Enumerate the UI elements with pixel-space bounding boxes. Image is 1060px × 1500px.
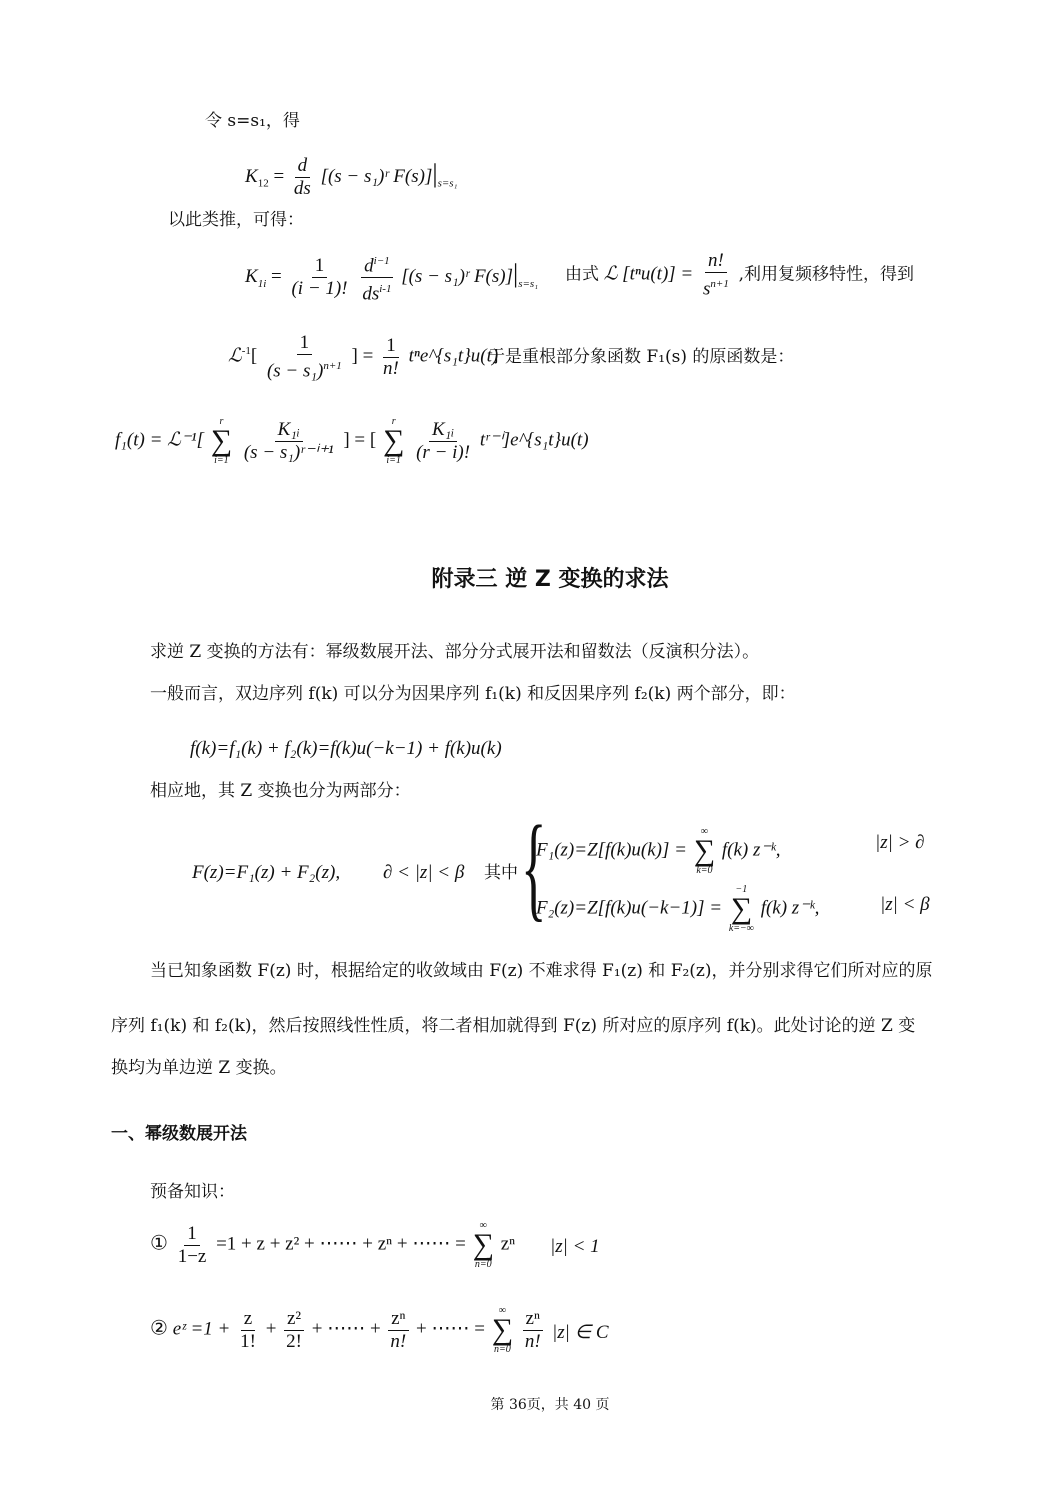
- item2-frac-4: $\frac{\text{zⁿ}}{n!}$: [522, 1308, 544, 1353]
- k12-eval-point: s=s₁: [437, 177, 458, 190]
- laplace-tn-lhs: ℒ [tⁿu(t)] =: [603, 263, 694, 285]
- piecewise-brace: {: [521, 801, 547, 932]
- text-by-analogy: 以此类推，可得：: [168, 210, 304, 230]
- laplace-tn-num: n!: [705, 250, 727, 273]
- laplace-tn-den: $s^{n+1}$: [703, 278, 729, 300]
- formula-fk-split: f(k)=f₁(k) + f₂(k)=f(k)u(−k−1) + f(k)u(k): [190, 738, 502, 759]
- paragraph-correspondingly: 相应地，其 Z 变换也分为两部分：: [150, 781, 411, 801]
- f1-tail: tʳ⁻ⁱ]e^{s₁t}u(t): [479, 429, 589, 451]
- paragraph-known-Fz-line1: 当已知象函数 F(z) 时，根据给定的收敛域由 F(z) 不难求得 F₁(z) 和 F₂(z)，并分别求得它们所对应的原: [150, 961, 933, 981]
- item1-condition: |z| < 1: [550, 1236, 600, 1257]
- item2-lhs: eᶻ =1 +: [172, 1318, 231, 1340]
- k1i-eval-point: s=s₁: [518, 277, 539, 290]
- formula-case2: [536, 884, 819, 934]
- case2-sum: −1 ∑ k=−∞: [728, 884, 754, 934]
- item1-sum: ∞ ∑ n=0: [472, 1220, 494, 1270]
- inv-rhs-den: n!: [383, 357, 399, 379]
- paragraph-bilateral: 一般而言，双边序列 f(k) 可以分为因果序列 f₁(k) 和反因果序列 f₂(k) 两个部分，即：: [150, 684, 796, 704]
- inv-laplace-frac: [264, 332, 345, 382]
- formula-laplace-tn: [565, 250, 914, 300]
- item2-mid: + ⋯⋯ +: [311, 1318, 381, 1340]
- case1-condition: |z| > ∂: [875, 832, 925, 853]
- case1-rhs: f(k) z⁻ᵏ,: [721, 839, 781, 861]
- item2-condition: |z| ∈ C: [552, 1322, 609, 1343]
- item1-frac: $\frac{1}{1-z}$: [177, 1222, 207, 1267]
- f1-sum-1: r ∑ i=1: [210, 416, 233, 466]
- k1i-symbol: K: [245, 266, 258, 288]
- text-original-function: 于是重根部分象函数 F₁(s) 的原函数是：: [488, 347, 795, 367]
- f1-lhs: f₁(t) = ℒ⁻¹[: [115, 429, 204, 451]
- k12-derivative-den: ds: [293, 178, 311, 199]
- inv-rhs-num: 1: [383, 335, 399, 358]
- laplace-tn-frac: [700, 250, 732, 300]
- f1-sum-2: r ∑ i=1: [382, 416, 405, 466]
- k12-bracket: [(s − s₁)ʳ F(s)]: [320, 165, 433, 187]
- case2-condition: |z| < β: [880, 894, 930, 915]
- case1-lhs: F₁(z)=Z[f(k)u(k)] =: [536, 839, 687, 861]
- f1-frac-2: $\frac{\text{K₁ᵢ}}{(r - i)!}$: [416, 418, 471, 463]
- page-footer: 第 36页，共 40 页: [490, 1397, 610, 1413]
- case2-rhs: f(k) z⁻ᵏ,: [760, 897, 820, 919]
- formula-Fz-roc: ∂ < |z| < β: [383, 862, 465, 883]
- inv-frac-den: $(s - s_1)^{n+1}$: [266, 360, 342, 382]
- paragraph-known-Fz-line2: 序列 f₁(k) 和 f₂(k)，然后按照线性性质，将二者相加就得到 F(z) 所对应的原序列 f(k)。此处讨论的逆 Z 变: [111, 1016, 916, 1036]
- item1-term: zⁿ: [500, 1233, 516, 1255]
- subsection-power-series: 一、幂级数展开法: [111, 1124, 247, 1144]
- formula-Fz-split: F(z)=F₁(z) + F₂(z),: [192, 862, 341, 883]
- item2-sum: ∞ ∑ n=0: [491, 1305, 514, 1355]
- inv-rhs-tail: tⁿe^{s₁t}u(t): [408, 345, 499, 367]
- text-where: 其中: [484, 863, 518, 883]
- text-freq-shift: ,利用复频移特性，得到: [738, 264, 914, 285]
- k1i-coefficient: [288, 255, 350, 300]
- formula-f1t: [115, 416, 589, 466]
- item2-tail: + ⋯⋯ =: [416, 1318, 485, 1340]
- k12-derivative-num: d: [295, 155, 311, 178]
- inv-laplace-sup: -1: [241, 345, 251, 358]
- k12-derivative: [291, 155, 314, 200]
- paragraph-methods: 求逆 Z 变换的方法有：幂级数展开法、部分分式展开法和留数法（反演积分法）。: [150, 642, 760, 662]
- text-prerequisite: 预备知识：: [150, 1182, 235, 1202]
- text-by-formula: 由式: [565, 264, 599, 285]
- formula-case1: [536, 826, 781, 876]
- f1-mid: ] = [: [343, 429, 377, 451]
- formula-exponential-series: ② eᶻ =1 + $\frac{z}{1!}$ + $\frac{\text{z²}}{2!}$ + ⋯⋯ + $\frac{\text{zⁿ}}{n!}$ + ⋯⋯ = ∞ ∑ n=0 $\frac{\text{zⁿ}}{n!}$: [150, 1305, 546, 1355]
- inv-rhs-frac: [380, 335, 402, 380]
- k1i-derivative: [359, 250, 394, 306]
- formula-k1i: $K_{1i}$ = $\frac{1}{(i - 1)!}$ $\frac{d^{i-1}}{ds^{i-1}}$ [(s − s₁)ʳ $F(s)]|_{s=s_1}$: [245, 250, 538, 306]
- item1-marker: ①: [150, 1230, 168, 1255]
- formula-k12: $K_{12}$ = $\frac{d}{ds}$ [(s − s₁)ʳ $F(s)]|_{s=s_1}$: [245, 155, 458, 199]
- f1-frac-1: $\frac{\text{K₁ᵢ}}{\text{(s − s₁)ʳ⁻ⁱ⁺¹}}$: [243, 418, 334, 463]
- inv-frac-num: 1: [297, 332, 313, 355]
- item2-marker: ②: [150, 1315, 168, 1340]
- item1-series: =1 + z + z² + ⋯⋯ + zⁿ + ⋯⋯ =: [216, 1233, 466, 1255]
- text-let-s-equals-s1: 令 s=s₁，得: [205, 111, 300, 131]
- k1i-coef-den: (i − 1)!: [291, 278, 348, 300]
- case1-sum: ∞ ∑ k=0: [693, 826, 716, 876]
- formula-inverse-laplace: ℒ$^{-1}$[ $\frac{1}{(s - s_1)^{n+1}}$ ] = $\frac{1}{n!}$ tⁿe^{s₁t}u(t): [228, 332, 499, 382]
- paragraph-known-Fz-line3: 换均为单边逆 Z 变换。: [111, 1058, 287, 1078]
- k1i-derivative-den: $ds^{i-1}$: [362, 283, 392, 305]
- case2-lhs: F₂(z)=Z[f(k)u(−k−1)] =: [536, 897, 723, 919]
- k12-symbol: K: [245, 165, 258, 187]
- k1i-bracket: [(s − s₁)ʳ F(s)]: [401, 266, 513, 288]
- item2-frac-3: $\frac{\text{zⁿ}}{n!}$: [387, 1308, 409, 1353]
- section-title: 附录三 逆 Z 变换的求法: [431, 567, 669, 592]
- k1i-subscript: 1i: [257, 277, 267, 290]
- item2-frac-1: $\frac{z}{1!}$: [240, 1307, 256, 1352]
- k12-subscript: 12: [257, 177, 269, 190]
- item2-frac-2: $\frac{\text{z²}}{2!}$: [283, 1308, 305, 1353]
- k1i-derivative-num: $d^{i-1}$: [361, 250, 392, 278]
- k1i-coef-num: 1: [312, 255, 328, 278]
- inv-laplace-symbol: ℒ: [228, 345, 242, 367]
- formula-geometric-series: [150, 1220, 515, 1270]
